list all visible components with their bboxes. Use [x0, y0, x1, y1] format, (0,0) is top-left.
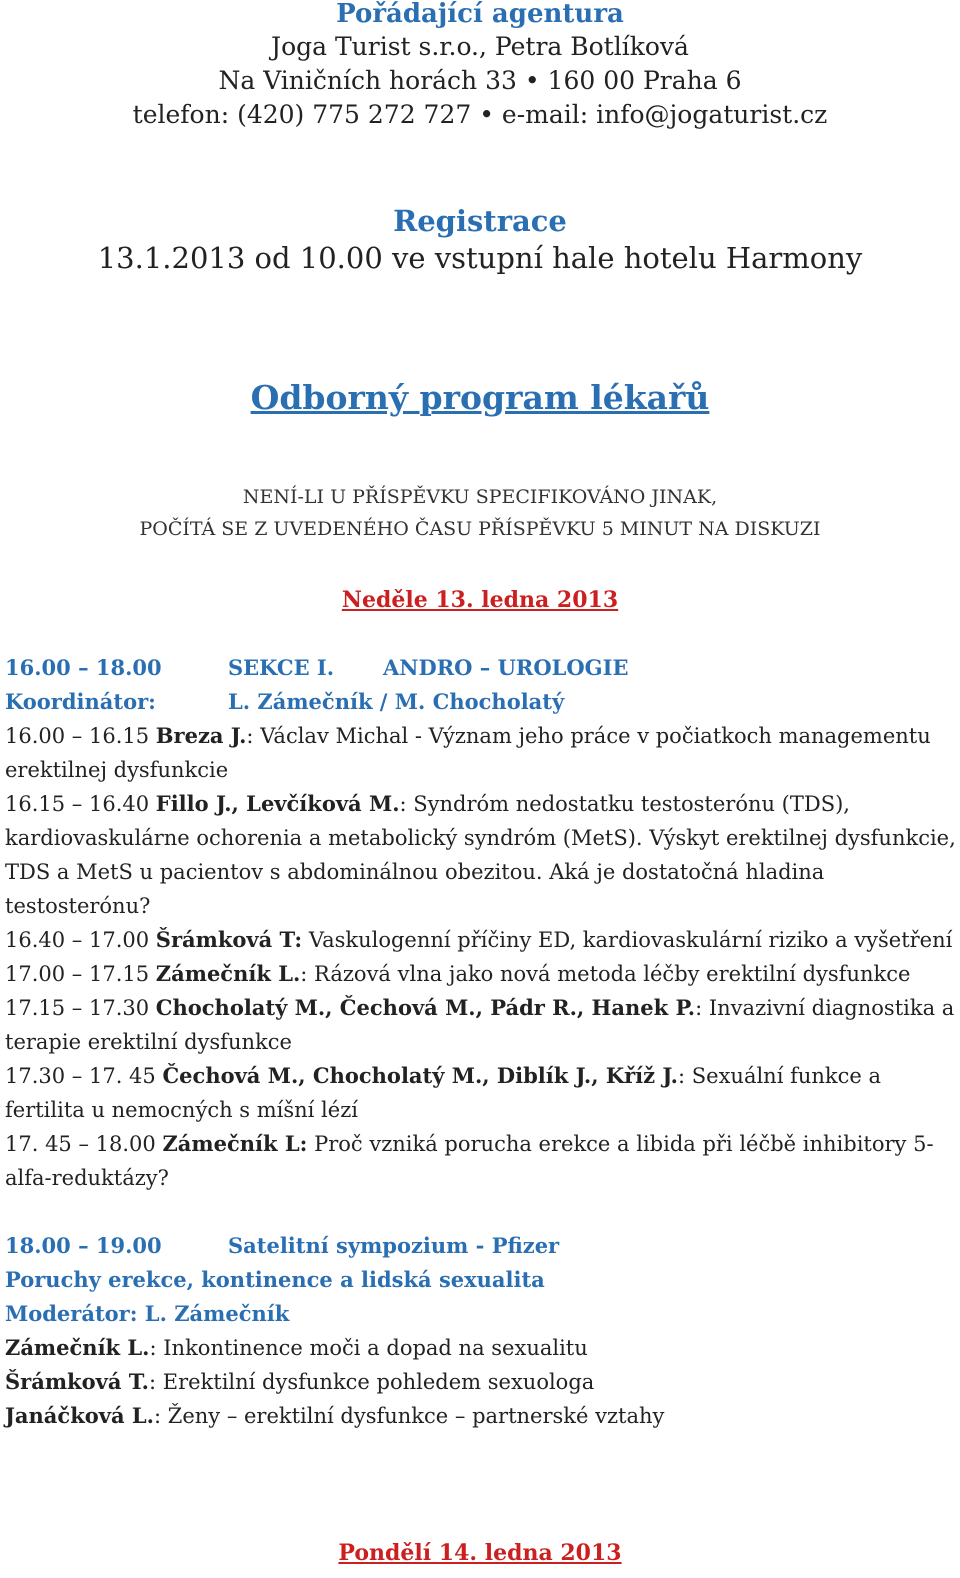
talk-authors: Zámečník L:	[162, 1131, 308, 1156]
talk-time: 17.30 – 17. 45	[5, 1064, 156, 1088]
talk-authors: Janáčková L.	[5, 1403, 154, 1428]
talk-title: Rázová vlna jako nová metoda léčby erektilní dysfunkce	[314, 962, 911, 986]
day1-schedule	[5, 651, 957, 1433]
day2-heading-wrap	[0, 1538, 960, 1568]
organizer-line: Joga Turist s.r.o., Petra Botlíková	[271, 32, 689, 61]
talk-authors: Zámečník L.	[5, 1335, 150, 1360]
organizer-address: Na Viničních horách 33 • 160 00 Praha 6	[218, 66, 742, 95]
talk-authors: Breza J.	[155, 723, 247, 748]
day1-heading-wrap	[0, 585, 960, 615]
day1-heading: Neděle 13. ledna 2013	[341, 587, 619, 613]
symposium-moderator: Moderátor: L. Zámečník	[5, 1301, 290, 1326]
talk-item: 16.00 – 16.15 Breza J.: Václav Michal - Význam jeho práce v počiatkoch managementu erektilnej dysfunkcie	[5, 723, 931, 782]
organizer-block	[0, 0, 960, 132]
talk-time: 17.15 – 17.30	[5, 996, 150, 1020]
coordinator-label: Koordinátor:	[5, 689, 156, 714]
talk-time: 17. 45 – 18.00	[5, 1132, 156, 1156]
symposium-talk: Janáčková L.: Ženy – erektilní dysfunkce – partnerské vztahy	[5, 1403, 665, 1428]
symposium-name: Satelitní sympozium - Pfizer	[228, 1233, 560, 1258]
talk-title: Proč vzniká porucha erekce a libida při léčbě inhibitory 5-alfa-reduktázy?	[5, 1132, 934, 1190]
talk-authors: Čechová M., Chocholatý M., Diblík J., Kříž J.	[162, 1063, 678, 1088]
coordinator-names: L. Zámečník / M. Chocholatý	[228, 689, 565, 714]
section-name: SEKCE I.	[228, 655, 335, 680]
talk-title: Václav Michal - Význam jeho práce v počiatkoch managementu erektilnej dysfunkcie	[5, 724, 931, 782]
talk-time: 16.40 – 17.00	[5, 928, 150, 952]
talk-title: Invazivní diagnostika a terapie erektilní dysfunkce	[5, 996, 955, 1054]
symposium-talk: Zámečník L.: Inkontinence moči a dopad na sexualitu	[5, 1335, 588, 1360]
talk-title: Ženy – erektilní dysfunkce – partnerské vztahy	[167, 1404, 665, 1428]
organizer-contact: telefon: (420) 775 272 727 • e-mail: info@jogaturist.cz	[132, 100, 828, 129]
program-title: Odborný program lékařů	[250, 378, 710, 417]
registration-heading: Registrace	[393, 204, 567, 238]
talk-item	[5, 923, 957, 957]
registration-block	[0, 203, 960, 277]
section-topic: ANDRO – UROLOGIE	[383, 655, 629, 680]
symposium-header	[5, 1229, 957, 1263]
registration-details: 13.1.2013 od 10.00 ve vstupní hale hotelu Harmony	[97, 241, 863, 275]
talk-time: 16.00 – 16.15	[5, 724, 150, 748]
talk-item: 17.15 – 17.30 Chocholatý M., Čechová M., Pádr R., Hanek P.: Invazivní diagnostika a terapie erektilní dysfunkce	[5, 995, 955, 1054]
talk-item: 16.15 – 16.40 Fillo J., Levčíková M.: Syndróm nedostatku testosterónu (TDS), kardiovaskulárne ochorenia a metabolický syndróm (MetS). Výskyt erektilnej dysfunkcie, TDS a MetS u pacientov s abdominálnou obezitou. Aká je dostatočná hladina testosterónu?	[5, 791, 956, 918]
program-header	[0, 376, 960, 420]
talk-title: Vaskulogenní příčiny ED, kardiovaskulární riziko a vyšetření	[308, 928, 953, 952]
section-header	[5, 651, 957, 685]
symposium-subtitle: Poruchy erekce, kontinence a lidská sexualita	[5, 1267, 545, 1292]
talk-authors: Šrámková T:	[155, 927, 303, 952]
talk-title: Syndróm nedostatku testosterónu (TDS), kardiovaskulárne ochorenia a metabolický syndróm (MetS). Výskyt erektilnej dysfunkcie, TDS a MetS u pacientov s abdominálnou obezitou. Aká je dostatočná hladina testosterónu?	[5, 792, 956, 918]
talk-time: 17.00 – 17.15	[5, 962, 150, 986]
talk-title: Inkontinence moči a dopad na sexualitu	[163, 1336, 588, 1360]
section-time: 16.00 – 18.00	[5, 655, 162, 680]
day2-heading: Pondělí 14. ledna 2013	[338, 1540, 622, 1566]
talk-item: 17.00 – 17.15 Zámečník L.: Rázová vlna jako nová metoda léčby erektilní dysfunkce	[5, 961, 911, 986]
symposium-time: 18.00 – 19.00	[5, 1233, 162, 1258]
program-note-line-1: NENÍ-LI U PŘÍSPĚVKU SPECIFIKOVÁNO JINAK,	[242, 486, 718, 508]
talk-title: Erektilní dysfunkce pohledem sexuologa	[162, 1370, 595, 1394]
program-note-line-2: POČÍTÁ SE Z UVEDENÉHO ČASU PŘÍSPĚVKU 5 MINUT NA DISKUZI	[139, 518, 821, 540]
talk-time: 16.15 – 16.40	[5, 792, 150, 816]
talk-authors: Zámečník L.	[155, 961, 301, 986]
program-note	[0, 481, 960, 545]
symposium-talk: Šrámková T.: Erektilní dysfunkce pohledem sexuologa	[5, 1369, 595, 1394]
talk-item: 17.30 – 17. 45 Čechová M., Chocholatý M., Diblík J., Kříž J.: Sexuální funkce a fertilita u nemocných s míšní lézí	[5, 1063, 882, 1122]
talk-authors: Fillo J., Levčíková M.	[155, 791, 400, 816]
talk-title: Sexuální funkce a fertilita u nemocných s míšní lézí	[5, 1064, 882, 1122]
organizer-heading: Pořádající agentura	[336, 0, 624, 29]
talk-item	[5, 1127, 957, 1195]
section-coordinators	[5, 685, 957, 719]
talk-authors: Chocholatý M., Čechová M., Pádr R., Hanek P.	[155, 995, 696, 1020]
talk-authors: Šrámková T.	[5, 1369, 149, 1394]
